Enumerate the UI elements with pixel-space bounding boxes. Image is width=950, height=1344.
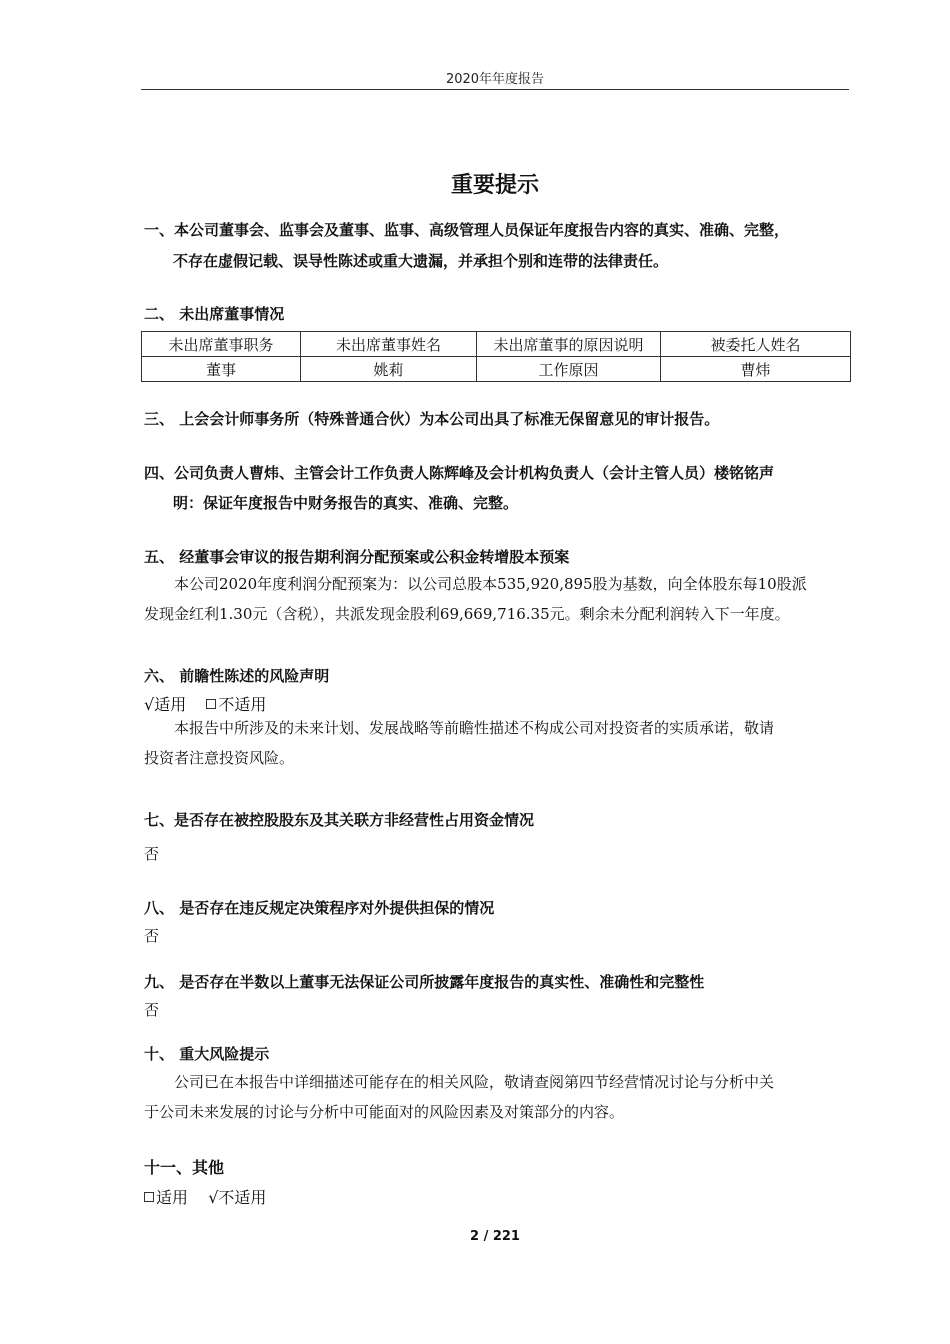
section-6-line-2: 投资者注意投资风险。: [144, 749, 295, 767]
table-row: [142, 357, 851, 382]
table-header-cell: 被委托人姓名: [661, 332, 851, 357]
header-divider: [141, 89, 849, 90]
section-1-line-1: 一、本公司董事会、监事会及董事、监事、高级管理人员保证年度报告内容的真实、准确、完整，: [144, 221, 790, 239]
section-3-text: 三、 上会会计师事务所（特殊普通合伙）为本公司出具了标准无保留意见的审计报告。: [144, 410, 720, 428]
applicable-label: 适用: [156, 1188, 189, 1207]
table-cell: 董事: [142, 357, 301, 382]
section-10-line-2: 于公司未来发展的讨论与分析中可能面对的风险因素及对策部分的内容。: [144, 1103, 625, 1121]
section-8-heading: 八、 是否存在违反规定决策程序对外提供担保的情况: [144, 899, 495, 917]
unchecked-box-icon: [144, 1192, 154, 1202]
section-6-heading: 六、 前瞻性陈述的风险声明: [144, 667, 330, 685]
page-title: 重要提示: [450, 173, 539, 198]
section-7-answer: 否: [144, 845, 160, 863]
section-1-line-2: 不存在虚假记载、误导性陈述或重大遗漏，并承担个别和连带的法律责任。: [173, 252, 669, 270]
section-11-applicability: [144, 1183, 266, 1212]
table-header-cell: 未出席董事姓名: [301, 332, 477, 357]
not-applicable-checked-label: √不适用: [208, 1188, 267, 1207]
section-2-heading: 二、 未出席董事情况: [144, 305, 285, 323]
page-number: 2 / 221: [470, 1229, 520, 1244]
not-applicable-label: 不适用: [218, 695, 267, 714]
section-5-heading: 五、 经董事会审议的报告期利润分配预案或公积金转增股本预案: [144, 548, 570, 566]
section-10-heading: 十、 重大风险提示: [144, 1045, 270, 1063]
section-5-line-2: 发现金红利1.30元（含税），共派发现金股利69,669,716.35元。剩余未分配利润转入下一年度。: [144, 605, 790, 623]
table-cell: 曹炜: [661, 357, 851, 382]
section-8-answer: 否: [144, 927, 160, 945]
table-cell: 工作原因: [477, 357, 661, 382]
section-6-line-1: 本报告中所涉及的未来计划、发展战略等前瞻性描述不构成公司对投资者的实质承诺，敬请: [174, 719, 775, 737]
section-11-heading: 十一、其他: [144, 1158, 225, 1177]
header-title: 2020年年度报告: [445, 72, 545, 87]
section-4-line-2: 明：保证年度报告中财务报告的真实、准确、完整。: [173, 494, 519, 512]
section-4-line-1: 四、公司负责人曹炜、主管会计工作负责人陈辉峰及会计机构负责人（会计主管人员）楼铭铭声: [144, 464, 775, 482]
section-10-line-1: 公司已在本报告中详细描述可能存在的相关风险，敬请查阅第四节经营情况讨论与分析中关: [174, 1073, 775, 1091]
applicable-checked-label: √适用: [144, 695, 187, 714]
absent-directors-table: [141, 331, 851, 382]
table-header-cell: 未出席董事职务: [142, 332, 301, 357]
section-9-heading: 九、 是否存在半数以上董事无法保证公司所披露年度报告的真实性、准确性和完整性: [144, 973, 705, 991]
section-5-line-1: 本公司2020年度利润分配预案为：以公司总股本535,920,895股为基数，向全体股东每10股派: [174, 575, 807, 593]
table-header-cell: 未出席董事的原因说明: [477, 332, 661, 357]
section-9-answer: 否: [144, 1001, 160, 1019]
table-cell: 姚莉: [301, 357, 477, 382]
section-7-heading: 七、是否存在被控股股东及其关联方非经营性占用资金情况: [144, 811, 535, 829]
table-header-row: [142, 332, 851, 357]
unchecked-box-icon: [206, 699, 216, 709]
